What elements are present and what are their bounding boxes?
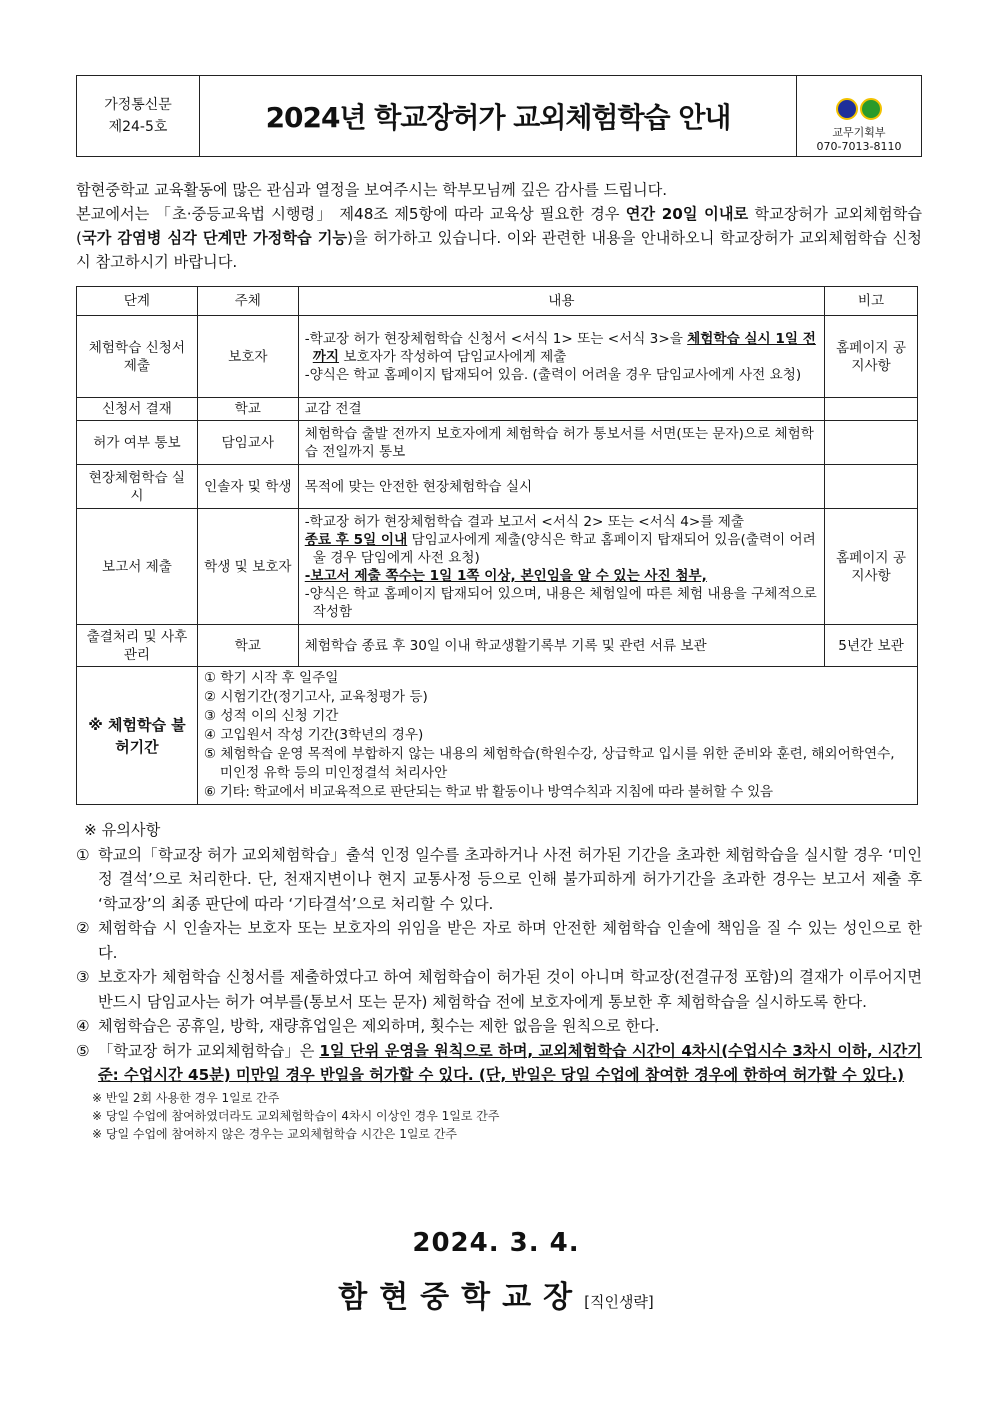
- issue-date: 2024. 3. 4.: [412, 1228, 580, 1258]
- row6-note: 5년간 보관: [825, 625, 918, 667]
- note-number: ⑤: [76, 1041, 90, 1060]
- row1-deadline: 체험학습 실시 1일 전까지: [312, 330, 816, 365]
- note-text: 체험학습은 공휴일, 방학, 재량휴업일은 제외하며, 횟수는 제한 없음을 원칙으로 한다.: [98, 1017, 660, 1035]
- note-item: [76, 1039, 922, 1088]
- header-box: [76, 75, 922, 157]
- intro-text: [76, 178, 922, 274]
- restricted-period-label: ※ 체험학습 불허기간: [77, 667, 198, 805]
- dept-phone: 070-7013-8110: [816, 140, 902, 153]
- note-item: [76, 843, 922, 917]
- note-item: [76, 965, 922, 1014]
- table-row: [77, 421, 918, 465]
- sub-note: ※ 당일 수업에 참여하였더라도 교외체험학습이 4차시 이상인 경우 1일로 간주: [92, 1108, 500, 1123]
- table-row: [77, 509, 918, 625]
- row4-step: 현장체험학습 실시: [77, 465, 198, 509]
- row2-step: 신청서 결재: [77, 398, 198, 421]
- notes-title: ※ 유의사항: [84, 821, 161, 839]
- notes-section: [76, 818, 922, 1144]
- signer-name: 함현중학교장: [338, 1280, 585, 1315]
- row3-step: 허가 여부 통보: [77, 421, 198, 465]
- restricted-item: ⑤ 체험학습 운영 목적에 부합하지 않는 내용의 체험학습(학원수강, 상급학교 입시를 위한 준비와 훈련, 해외어학연수, 미인정 유학 등의 미인정결석 처리사안: [203, 746, 895, 781]
- restricted-item: ④ 고입원서 작성 기간(3학년의 경우): [203, 727, 424, 743]
- th-step: 단계: [77, 287, 198, 316]
- row4-who: 인솔자 및 학생: [197, 465, 298, 509]
- row1-text-c: -양식은 학교 홈페이지 탑재되어 있음. (출력이 어려울 경우 담임교사에게 사전 요청): [304, 366, 802, 383]
- row1-content: [298, 316, 824, 398]
- restricted-item: ① 학기 시작 후 일주일: [203, 670, 339, 686]
- note5-text-a: 「학교장 허가 교외체험학습」은: [98, 1041, 320, 1060]
- row4-note: [825, 465, 918, 509]
- seal-note: [직인생략]: [584, 1293, 654, 1311]
- th-note: 비고: [825, 287, 918, 316]
- table-row: [77, 667, 918, 805]
- row3-note: [825, 421, 918, 465]
- restricted-item: ③ 성적 이의 신청 기간: [203, 708, 339, 724]
- row4-content: 목적에 맞는 안전한 현장체험학습 실시: [298, 465, 824, 509]
- row3-content: 체험학습 출발 전까지 보호자에게 체험학습 허가 통보서를 서면(또는 문자)으로 체험학습 전일까지 통보: [298, 421, 824, 465]
- note-text: 체험학습 시 인솔자는 보호자 또는 보호자의 위임을 받은 자로 하며 안전한 체험학습 인솔에 책임을 질 수 있는 성인으로 한다.: [98, 919, 922, 962]
- note-number: ③: [76, 968, 90, 986]
- intro-paragraph2: [76, 202, 922, 274]
- intro-bold-limit: 연간 20일 이내로: [625, 205, 749, 223]
- row6-who: 학교: [197, 625, 298, 667]
- restricted-item: ② 시험기간(정기고사, 교육청평가 등): [203, 689, 428, 705]
- doc-type: 가정통신문: [104, 97, 172, 113]
- row2-who: 학교: [197, 398, 298, 421]
- row1-step: 체험학습 신청서 제출: [77, 316, 198, 398]
- restricted-item: ⑥ 기타: 학교에서 비교육적으로 판단되는 학교 밖 활동이나 방역수칙과 지침에 따라 불허할 수 있음: [203, 784, 773, 800]
- row6-step: 출결처리 및 사후 관리: [77, 625, 198, 667]
- note-number: ①: [76, 845, 90, 864]
- table-row: [77, 398, 918, 421]
- procedure-table: [76, 286, 918, 805]
- row2-content: 교감 전결: [298, 398, 824, 421]
- row5-page-rule: -보고서 제출 쪽수는 1일 1쪽 이상, 본인임을 알 수 있는 사진 첨부,: [304, 567, 707, 584]
- table-row: [77, 465, 918, 509]
- row1-who: 보호자: [197, 316, 298, 398]
- row5-deadline: 종료 후 5일 이내: [304, 531, 408, 548]
- table-row: [77, 316, 918, 398]
- school-logo-icon: [836, 98, 882, 120]
- dept-name: 교무기획부: [832, 126, 886, 139]
- page-title: 2024년 학교장허가 교외체험학습 안내: [265, 101, 731, 134]
- row6-content: 체험학습 종료 후 30일 이내 학교생활기록부 기록 및 관련 서류 보관: [298, 625, 824, 667]
- note-number: ④: [76, 1017, 90, 1035]
- note-item: [76, 916, 922, 965]
- sub-note: ※ 반일 2회 사용한 경우 1일로 간주: [92, 1090, 280, 1105]
- note-item: [76, 1014, 922, 1039]
- row5-who: 학생 및 보호자: [197, 509, 298, 625]
- row2-note: [825, 398, 918, 421]
- row5-text-d: -양식은 학교 홈페이지 탑재되어 있으며, 내용은 체험일에 따른 체험 내용을 구체적으로 작성함: [304, 585, 817, 620]
- intro-line1: 함현중학교 교육활동에 많은 관심과 열정을 보여주시는 학부모님께 깊은 감사를 드립니다.: [76, 181, 668, 199]
- note-text: [98, 1039, 922, 1088]
- doc-info: [77, 76, 200, 156]
- note-text: 학교의「학교장 허가 교외체험학습」출석 인정 일수를 초과하거나 사전 허가된 기간을 초과한 체험학습을 실시할 경우 ‘미인정 결석’으로 처리한다. 단, 천재지변이나 현지 교통사정 등으로 인해 불가피하게 허가기간을 초과한 경우는 보고서 제출 후 ‘학교장’의 최종 판단에 따라 ‘기타결석’으로 처리할 수 있다.: [98, 845, 922, 913]
- row1-note: 홈페이지 공지사항: [825, 316, 918, 398]
- signature-line: [0, 1272, 992, 1316]
- row5-note: 홈페이지 공지사항: [825, 509, 918, 625]
- intro-text-a: 본교에서는 「초·중등교육법 시행령」 제48조 제5항에 따라 교육상 필요한 경우: [76, 205, 626, 223]
- row1-text-a: -학교장 허가 현장체험학습 신청서 <서식 1> 또는 <서식 3>을: [304, 330, 688, 347]
- row5-text-b: 담임교사에게 제출(양식은 학교 홈페이지 탑재되어 있음(출력이 어려울 경우 담임에게 사전 요청): [312, 531, 816, 566]
- note5-half-day-rule: 1일 단위 운영을 원칙으로 하며, 교외체험학습 시간이 4차시(수업시수 3차시 이하, 시간기준: 수업시간 45분) 미만일 경우 반일을 허가할 수 있다. (단, 반일은 당일 수업에 참여한 경우에 한하여 허가할 수 있다.): [98, 1041, 922, 1084]
- row5-content: [298, 509, 824, 625]
- restricted-period-list: [197, 667, 917, 805]
- intro-text-b: 학교장허가 교외체험학습 (: [76, 205, 922, 247]
- th-who: 주체: [197, 287, 298, 316]
- table-header-row: [77, 287, 918, 316]
- row1-text-b: 보호자가 작성하여 담임교사에게 제출: [339, 348, 567, 365]
- row5-step: 보고서 제출: [77, 509, 198, 625]
- dept-info: [796, 76, 921, 156]
- sub-note: ※ 당일 수업에 참여하지 않은 경우는 교외체험학습 시간은 1일로 간주: [92, 1126, 458, 1141]
- th-content: 내용: [298, 287, 824, 316]
- doc-number: 제24-5호: [108, 119, 168, 135]
- intro-text-c: )을 허가하고 있습니다. 이와 관련한 내용을 안내하오니 학교장허가 교외체험학습 신청 시 참고하시기 바랍니다.: [76, 229, 922, 271]
- intro-bold-note: 국가 감염병 심각 단계만 가정학습 기능: [81, 229, 348, 247]
- note-text: 보호자가 체험학습 신청서를 제출하였다고 하여 체험학습이 허가된 것이 아니며 학교장(전결규정 포함)의 결재가 이루어지면 반드시 담임교사는 허가 여부를(통보서 또는 문자) 체험학습 전에 보호자에게 통보한 후 체험학습을 실시하도록 한다.: [98, 968, 922, 1011]
- row5-text-a: -학교장 허가 현장체험학습 결과 보고서 <서식 2> 또는 <서식 4>를 제출: [304, 513, 745, 530]
- note-number: ②: [76, 919, 90, 937]
- row3-who: 담임교사: [197, 421, 298, 465]
- table-row: [77, 625, 918, 667]
